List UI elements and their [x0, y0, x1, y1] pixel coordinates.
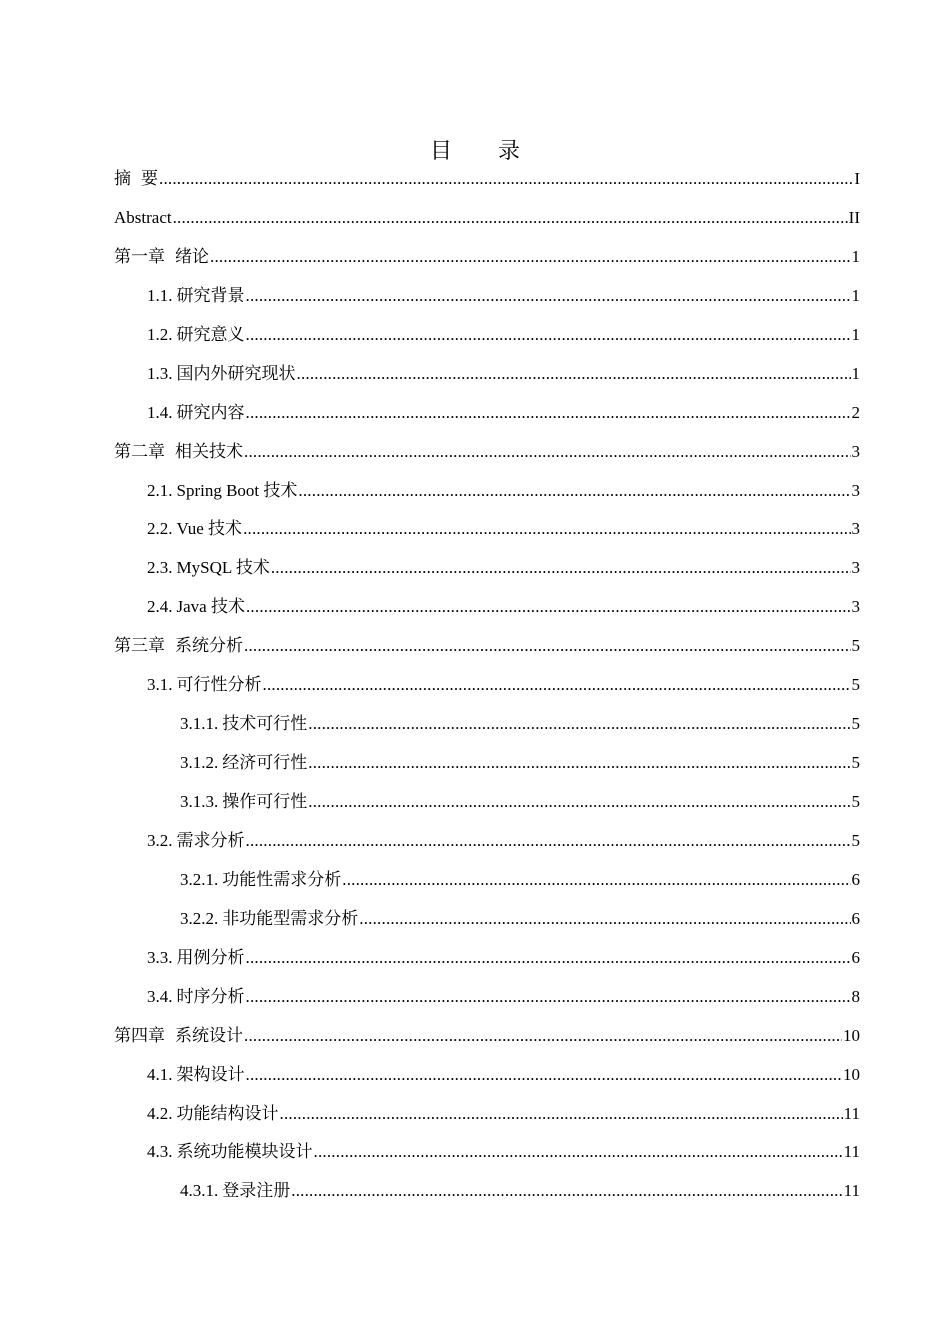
toc-entry-label — [147, 394, 245, 433]
toc-page-number: 11 — [843, 1103, 860, 1123]
toc-page-number: 6 — [851, 908, 860, 928]
toc-entry-label — [180, 1172, 290, 1211]
toc-page-number: 5 — [851, 830, 860, 850]
toc-entry[interactable] — [114, 627, 860, 666]
toc-dot-leader — [246, 939, 851, 978]
toc-page-number: 5 — [851, 714, 860, 734]
toc-entry-label — [180, 744, 307, 783]
toc-dot-leader — [244, 1017, 842, 1056]
toc-entry-label — [114, 238, 209, 277]
toc-entry-label — [180, 861, 341, 900]
toc-entry[interactable] — [114, 1056, 860, 1095]
toc-entry-number: 第四章 — [114, 1025, 165, 1045]
toc-entry-text: 架构设计 — [176, 1064, 245, 1084]
toc-entry[interactable] — [114, 160, 860, 199]
toc-entry-text: 系统功能模块设计 — [176, 1142, 313, 1162]
toc-entry-text: 研究意义 — [176, 324, 245, 344]
toc-dot-leader — [173, 199, 848, 238]
toc-entry-number: 摘 — [114, 169, 131, 188]
toc-entry-text: 用例分析 — [176, 947, 245, 967]
toc-entry-number: 3.1. — [147, 675, 173, 695]
toc-entry-label — [114, 433, 243, 472]
toc-entry[interactable] — [114, 238, 860, 277]
toc-entry-text: 技术可行性 — [222, 714, 308, 734]
toc-dot-leader — [246, 277, 851, 316]
toc-entry[interactable] — [114, 355, 860, 394]
toc-entry[interactable] — [114, 394, 860, 433]
toc-entry-label — [147, 472, 297, 511]
toc-entry-number: 第二章 — [114, 441, 165, 461]
toc-entry[interactable] — [114, 549, 860, 588]
toc-dot-leader — [314, 1133, 843, 1172]
toc-entry-number: 4.3.1. — [180, 1181, 219, 1201]
toc-dot-leader — [246, 394, 851, 433]
toc-entry-label — [114, 160, 158, 199]
toc-entry[interactable] — [114, 588, 860, 627]
toc-dot-leader — [246, 588, 851, 627]
toc-dot-leader — [246, 978, 851, 1017]
toc-entry-number: 1.1. — [147, 285, 173, 305]
toc-entry[interactable] — [114, 822, 860, 861]
toc-dot-leader — [359, 900, 850, 939]
toc-page-number: 1 — [851, 363, 860, 383]
toc-dot-leader — [246, 1056, 843, 1095]
toc-dot-leader — [246, 822, 851, 861]
toc-entry[interactable] — [114, 1017, 860, 1056]
toc-entry-number: 1.2. — [147, 324, 173, 344]
toc-entry[interactable] — [114, 316, 860, 355]
toc-entry-number: 2.2. — [147, 519, 173, 539]
toc-entry-text: 非功能型需求分析 — [222, 908, 359, 928]
toc-entry-text: 绪论 — [175, 246, 209, 266]
toc-entry[interactable] — [114, 900, 860, 939]
toc-page-number: 3 — [851, 597, 860, 617]
toc-title-char-2: 录 — [498, 139, 521, 164]
toc-entry-text: Spring Boot 技术 — [176, 480, 298, 500]
toc-entry-number: 2.4. — [147, 597, 173, 617]
toc-dot-leader — [342, 861, 850, 900]
toc-dot-leader — [244, 627, 851, 666]
toc-entry-label — [180, 705, 307, 744]
toc-entry-number: 3.1.2. — [180, 753, 219, 773]
toc-entry-text: Vue 技术 — [176, 519, 243, 539]
toc-entry-label — [147, 939, 245, 978]
toc-entry[interactable] — [114, 1095, 860, 1134]
toc-entry-text: 功能性需求分析 — [222, 869, 342, 889]
toc-dot-leader — [263, 666, 851, 705]
toc-entry[interactable] — [114, 277, 860, 316]
toc-page-number: 10 — [843, 1064, 860, 1084]
toc-dot-leader — [159, 160, 853, 199]
toc-page-number: 3 — [851, 480, 860, 500]
toc-entry[interactable] — [114, 510, 860, 549]
toc-entry-number: 3.2.1. — [180, 869, 219, 889]
toc-page-number: 10 — [843, 1025, 860, 1045]
toc-page-number: 8 — [851, 986, 860, 1006]
toc-entry-label — [147, 549, 270, 588]
toc-entry-text: 操作可行性 — [222, 792, 308, 811]
toc-page-number: 2 — [851, 402, 860, 422]
toc-entry-label — [147, 1056, 245, 1095]
toc-entry-text: 系统分析 — [175, 636, 243, 656]
toc-page-number: 3 — [851, 558, 860, 578]
toc-entry[interactable] — [114, 433, 860, 472]
toc-page-number: 11 — [843, 1142, 860, 1162]
toc-entry-text: 要 — [141, 169, 158, 188]
toc-entry-text: MySQL 技术 — [176, 558, 270, 578]
toc-entry-label — [147, 822, 245, 861]
toc-entry-label — [147, 510, 242, 549]
toc-entry-label — [147, 978, 245, 1017]
toc-entry-text: 经济可行性 — [222, 753, 308, 773]
toc-page-number: 11 — [843, 1181, 860, 1201]
toc-entry-number: 3.2. — [147, 830, 173, 850]
toc-entry-number: 3.1.3. — [180, 792, 219, 811]
toc-entry-text: 系统设计 — [175, 1025, 243, 1045]
toc-entry-number: 4.2. — [147, 1103, 173, 1123]
toc-entry-number: 3.3. — [147, 947, 173, 967]
toc-dot-leader — [298, 472, 850, 511]
toc-page-number: I — [854, 169, 860, 188]
toc-entry[interactable] — [114, 744, 860, 783]
toc-dot-leader — [244, 433, 851, 472]
toc-entry-text: 可行性分析 — [176, 675, 262, 695]
toc-entry[interactable] — [114, 861, 860, 900]
toc-entry-label — [147, 1133, 313, 1172]
toc-page-number: 3 — [851, 519, 860, 539]
toc-entry-number: 4.3. — [147, 1142, 173, 1162]
toc-entry-label — [147, 316, 245, 355]
toc-entry[interactable] — [114, 199, 860, 238]
toc-entry-text: 功能结构设计 — [176, 1103, 279, 1123]
toc-dot-leader — [246, 316, 851, 355]
toc-entry-label — [147, 588, 245, 627]
toc-entry-label — [147, 1095, 279, 1134]
toc-entry[interactable] — [114, 1133, 860, 1172]
toc-entry-label — [180, 783, 307, 822]
toc-page-number: 1 — [851, 246, 860, 266]
toc-entry[interactable] — [114, 939, 860, 978]
toc-page-number: 1 — [851, 285, 860, 305]
toc-page-number: 6 — [851, 869, 860, 889]
toc-entry-number: 3.4. — [147, 986, 173, 1006]
toc-entry-label — [180, 900, 358, 939]
toc-entry-number: 第三章 — [114, 636, 165, 656]
toc-page-number: II — [848, 207, 860, 227]
toc-dot-leader — [308, 783, 850, 822]
toc-entry-label — [114, 627, 243, 666]
toc-page-number: 6 — [851, 947, 860, 967]
toc-entry-number: 1.4. — [147, 402, 173, 422]
toc-page-number: 5 — [851, 675, 860, 695]
toc-entry[interactable] — [114, 666, 860, 705]
toc-page-number: 5 — [851, 792, 860, 811]
toc-dot-leader — [297, 355, 851, 394]
toc-entry-text: Abstract — [114, 207, 172, 227]
toc-entry-text: 需求分析 — [176, 830, 245, 850]
toc-entry-number: 2.3. — [147, 558, 173, 578]
toc-entry-number: 第一章 — [114, 246, 165, 266]
toc-page-number: 3 — [851, 441, 860, 461]
toc-list — [114, 160, 860, 1211]
toc-entry-text: 研究内容 — [176, 402, 245, 422]
toc-entry-number: 3.2.2. — [180, 908, 219, 928]
toc-dot-leader — [271, 549, 851, 588]
toc-entry-number: 4.1. — [147, 1064, 173, 1084]
toc-entry-text: Java 技术 — [176, 597, 245, 617]
toc-entry-label — [147, 277, 245, 316]
toc-entry-text: 研究背景 — [176, 285, 245, 305]
toc-entry-number: 3.1.1. — [180, 714, 219, 734]
toc-entry-number: 1.3. — [147, 363, 173, 383]
toc-dot-leader — [210, 238, 851, 277]
toc-entry-text: 登录注册 — [222, 1181, 291, 1201]
toc-dot-leader — [243, 510, 850, 549]
toc-entry[interactable] — [114, 978, 860, 1017]
toc-dot-leader — [280, 1095, 843, 1134]
toc-entry-label — [147, 666, 262, 705]
toc-dot-leader — [291, 1172, 842, 1211]
toc-entry-label — [114, 199, 172, 238]
toc-entry-text: 时序分析 — [176, 986, 245, 1006]
toc-page-number: 5 — [851, 636, 860, 656]
toc-entry-text: 国内外研究现状 — [176, 363, 296, 383]
toc-dot-leader — [308, 744, 850, 783]
toc-entry[interactable] — [114, 705, 860, 744]
toc-entry[interactable] — [114, 1172, 860, 1211]
toc-dot-leader — [308, 705, 850, 744]
toc-entry-text: 相关技术 — [175, 441, 243, 461]
toc-page-number: 1 — [851, 324, 860, 344]
toc-entry-number: 2.1. — [147, 480, 173, 500]
toc-entry-label — [114, 1017, 243, 1056]
toc-entry[interactable] — [114, 783, 860, 822]
toc-title-char-1: 目 — [429, 139, 452, 164]
toc-page-number: 5 — [851, 753, 860, 773]
toc-entry[interactable] — [114, 472, 860, 511]
toc-entry-label — [147, 355, 296, 394]
